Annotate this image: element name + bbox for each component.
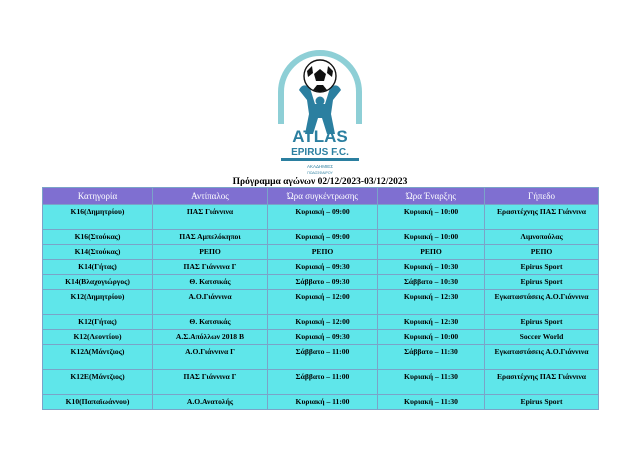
cell-start-time: Κυριακή – 12:30: [378, 290, 485, 315]
header-venue: Γήπεδο: [485, 188, 599, 205]
cell-start-time: Κυριακή – 12:30: [378, 315, 485, 330]
cell-opponent: Α.Σ.Απόλλων 2018 Β: [153, 330, 268, 345]
table-row: [43, 395, 599, 410]
cell-start-time: Κυριακή – 10:00: [378, 230, 485, 245]
cell-venue: Ερασιτέχνης ΠΑΣ Γιάννινα: [485, 370, 599, 395]
cell-meeting-time: Κυριακή – 09:30: [268, 330, 378, 345]
header-opponent: Αντίπαλος: [153, 188, 268, 205]
cell-start-time: ΡΕΠΟ: [378, 245, 485, 260]
cell-category: Κ14(Στούκας): [43, 245, 153, 260]
cell-start-time: Σάββατο – 11:30: [378, 345, 485, 370]
header-start-time: Ώρα Έναρξης: [378, 188, 485, 205]
cell-meeting-time: Κυριακή – 12:00: [268, 290, 378, 315]
cell-opponent: Θ. Κατσικάς: [153, 315, 268, 330]
table-row: [43, 245, 599, 260]
cell-venue: Soccer World: [485, 330, 599, 345]
cell-venue: ΡΕΠΟ: [485, 245, 599, 260]
table-row: [43, 370, 599, 395]
cell-opponent: ΠΑΣ Αμπελόκηποι: [153, 230, 268, 245]
cell-meeting-time: ΡΕΠΟ: [268, 245, 378, 260]
cell-venue: Ερασιτέχνης ΠΑΣ Γιάννινα: [485, 205, 599, 230]
cell-start-time: Κυριακή – 10:00: [378, 330, 485, 345]
schedule-table: [42, 187, 599, 410]
cell-venue: Εγκαταστάσεις Α.Ο.Γιάννινα: [485, 345, 599, 370]
cell-opponent: Α.Ο.Γιάννινα: [153, 290, 268, 315]
table-row: [43, 345, 599, 370]
header-category: Κατηγορία: [43, 188, 153, 205]
logo-brand: ATLAS: [292, 127, 348, 146]
cell-meeting-time: Κυριακή – 09:00: [268, 205, 378, 230]
cell-category: Κ10(Παπαϊωάννου): [43, 395, 153, 410]
cell-meeting-time: Κυριακή – 09:00: [268, 230, 378, 245]
logo-club: EPIRUS F.C.: [291, 147, 349, 158]
table-row: [43, 230, 599, 245]
cell-category: Κ16(Δημητρίου): [43, 205, 153, 230]
table-row: [43, 205, 599, 230]
cell-opponent: ΠΑΣ Γιάννινα Γ: [153, 260, 268, 275]
cell-category: Κ16(Στούκας): [43, 230, 153, 245]
cell-opponent: ΠΑΣ Γιάννινα: [153, 205, 268, 230]
table-row: [43, 330, 599, 345]
cell-meeting-time: Σάββατο – 09:30: [268, 275, 378, 290]
cell-start-time: Κυριακή – 10:30: [378, 260, 485, 275]
cell-meeting-time: Κυριακή – 09:30: [268, 260, 378, 275]
header-meeting-time: Ώρα συγκέντρωσης: [268, 188, 378, 205]
cell-category: Κ14(Βλαχογιώργος): [43, 275, 153, 290]
logo-tagline-2: ΠΟΔΟΣΦΑΙΡΟΥ: [307, 171, 333, 175]
cell-opponent: Α.Ο.Ανατολής: [153, 395, 268, 410]
cell-venue: Epirus Sport: [485, 315, 599, 330]
cell-venue: Epirus Sport: [485, 260, 599, 275]
table-row: [43, 275, 599, 290]
cell-meeting-time: Σάββατο – 11:00: [268, 345, 378, 370]
cell-start-time: Σάββατο – 10:30: [378, 275, 485, 290]
cell-opponent: ΠΑΣ Γιάννινα Γ: [153, 370, 268, 395]
cell-meeting-time: Σάββατο – 11:00: [268, 370, 378, 395]
schedule-title: Πρόγραμμα αγώνων 02/12/2023-03/12/2023: [232, 177, 408, 187]
cell-category: Κ12(Δημητρίου): [43, 290, 153, 315]
cell-venue: Epirus Sport: [485, 395, 599, 410]
table-row: [43, 290, 599, 315]
cell-meeting-time: Κυριακή – 11:00: [268, 395, 378, 410]
cell-category: Κ14(Γήτας): [43, 260, 153, 275]
cell-opponent: ΡΕΠΟ: [153, 245, 268, 260]
cell-category: Κ12(Λεοντίου): [43, 330, 153, 345]
cell-start-time: Κυριακή – 11:30: [378, 370, 485, 395]
cell-start-time: Κυριακή – 11:30: [378, 395, 485, 410]
cell-category: Κ12Δ(Μάντζιος): [43, 345, 153, 370]
cell-start-time: Κυριακή – 10:00: [378, 205, 485, 230]
logo-tagline-1: ΑΚΑΔΗΜΙΕΣ: [306, 164, 334, 169]
cell-category: Κ12Ε(Μάντζιος): [43, 370, 153, 395]
cell-meeting-time: Κυριακή – 12:00: [268, 315, 378, 330]
cell-venue: Λιμνοπούλας: [485, 230, 599, 245]
cell-venue: Epirus Sport: [485, 275, 599, 290]
cell-opponent: Θ. Κατσικάς: [153, 275, 268, 290]
cell-opponent: Α.Ο.Γιάννινα Γ: [153, 345, 268, 370]
cell-venue: Εγκαταστάσεις Α.Ο.Γιάννινα: [485, 290, 599, 315]
club-logo: [277, 50, 363, 182]
table-row: [43, 260, 599, 275]
table-header-row: [43, 188, 599, 205]
table-row: [43, 315, 599, 330]
cell-category: Κ12(Γήτας): [43, 315, 153, 330]
